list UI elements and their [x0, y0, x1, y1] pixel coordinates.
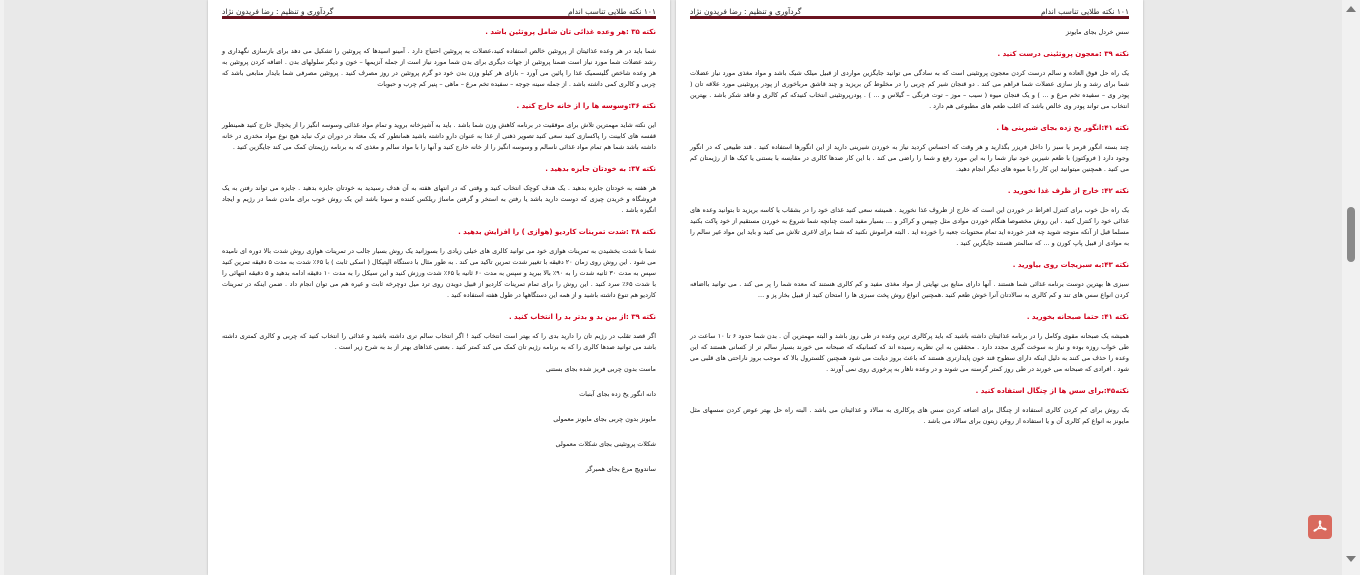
- list-item: ساندویچ مرغ بجای همبرگر: [585, 465, 656, 473]
- scroll-down-arrow-icon[interactable]: [1346, 556, 1356, 562]
- tip-heading: نکته ۳۹ :معجون پروتئینی درست کنید .: [997, 50, 1129, 58]
- tip-heading: نکته ۳۶:وسوسه ها را از خانه خارج کنید .: [516, 102, 656, 110]
- page-header: [222, 4, 656, 16]
- header-divider: [690, 16, 1129, 19]
- tip-heading: نکته ۳۸ :شدت تمرینات کاردیو (هوازی ) را افزایش بدهید .: [458, 228, 656, 236]
- page-content: [690, 27, 1129, 438]
- tip-heading: نکته ۴۳:به سبزیجات روی بیاورید .: [1012, 261, 1129, 269]
- page-content: [222, 27, 656, 489]
- tip-section: [690, 186, 1129, 249]
- tip-heading: نکته ۳۵ :هر وعده غذائی تان شامل پروتئین باشد .: [485, 28, 656, 36]
- tip-paragraph: یک روش برای کم کردن کالری استفاده از چنگال برای اضافه کردن سس های پرکالری به سالاد و غذائیتان می باشد . البته راه حل بهتر عوض کردن سسهای مثل مایونز به انواع کم کالری آن و یا استفاده از روغن زیتون برای سالاد می باشد .: [690, 406, 1129, 425]
- tip-section: [690, 123, 1129, 175]
- scrollbar-thumb[interactable]: [1347, 207, 1355, 262]
- document-page-right: [676, 0, 1143, 575]
- tip-heading: نکته ۴۱:انگور یخ زده بجای شیرینی ها .: [996, 124, 1129, 132]
- tip-paragraph: شما باید در هر وعده غذائیتان از پروتئین خالص استفاده کنید،عضلات به پروتئین احتیاج دارد . آمینو اسیدها که پروتئین را تشکیل می دهد برای بازسازی نگهداری و رشد عضلات شما مورد نیاز است ضمنا پروتئین از جهات دیگری برای بدن شما مورد نیاز است از جمله آنزیمها – خون و دیگر سلولهای بدن . اضافه کردن پروتئین به هر وعده شاخص گلیسمیک غذا را پائین می آورد – بازای هر کیلو وزن بدن خود دو گرم پروتئین در روز مصرف کنید . پروتئین مصرفی شما بایدار منابعی باشد که چربی و کالری کمی داشته باشد . از جمله سینه جوجه – سفیده تخم مرغ – ماهی – پنیر کم چرب و حبوبات: [222, 47, 656, 88]
- tip-heading: نکته۴۵:برای سس ها از چنگال استفاده کنید .: [975, 387, 1129, 395]
- tip-paragraph: همیشه یک صبحانه مقوی وکامل را در برنامه غذائیتان داشته باشید که باید پرکالری ترین وعده در طی روز باشد و البته مهمترین آن . بدن شما حدود ۶ تا ۱۰ ساعت در طی خواب روزه بوده و نیاز به سوخت گیری مجدد دارد . محققین به این نظریه رسیده اند که کسانیکه که صبحانه می خورند بسیار سالم تر از کسانی هستند که این وعده را حذف می کنند به دلیل اینکه دارای سطوح قند خون پایدارتری هستند که باعث بروز دیابت می شود همچنین کلسترول بالا که موجب بروز ناراحتی های قلبی می شود . افرادی که صبحانه می خورند در طی روز کمتر گرسنه می شوند و در وعده ناهار به پرخوری روی نمی آورند .: [690, 332, 1129, 373]
- header-book-title: ۱۰۱ نکته طلایی تناسب اندام: [567, 7, 656, 16]
- tip-section: [222, 27, 656, 90]
- tip-section: [690, 312, 1129, 375]
- tip-section: [222, 101, 656, 153]
- header-author: گردآوری و تنظیم : رضا فریدون نژاد: [690, 7, 802, 16]
- header-author: گردآوری و تنظیم : رضا فریدون نژاد: [222, 7, 334, 16]
- tip-paragraph: یک راه حل خوب برای کنترل افراط در خوردن این است که خارج از ظروف غذا نخورید . همیشه سعی کنید غذای خود را در بشقاب یا کاسه بریزید تا بتوانید وعده های غذائی خود را کنترل کنید . این روش مخصوصا هنگام خوردن موادی مثل چیپس و کراکر و … بسیار مفید است چنانچه شما شروع به خوردن مستقیم از خود پاکت بکنید مسلما قبل از آنکه متوجه شوید چه قدر خورده اید تمام محتویات جعبه را خورده اید . البته فراموش نکنید که شما برای لاغری تلاش می کنید و باید این مواد غیر سالم را به موادی از قبیل پاپ کورن و … که سالمتر هستند جایگزین کنید .: [690, 206, 1129, 247]
- list-item: سس خردل بجای مایونز: [1065, 28, 1129, 36]
- list-item: دانه انگور یخ زده بجای آبنبات: [579, 390, 656, 398]
- tip-paragraph: هر هفته به خودتان جایزه بدهید . یک هدف کوچک انتخاب کنید و وقتی که در انتهای هفته به آن هدف رسیدید به خودتان جایزه بدهید . جایزه می تواند رفتن به یک فروشگاه و خریدن چیزی که دوست دارید باشد یا رفتن به استخر و گرفتن ماساژ ریلکس کننده و سونا باشد این یک روش خوب برای ماندن شما در رژیم و ایجاد انگیزه باشد .: [222, 184, 656, 214]
- tip-section: [690, 260, 1129, 301]
- page-header: [690, 4, 1129, 16]
- tip-paragraph: اگر قصد تقلب در رژیم تان را دارید بدی را که بهتر است انتخاب کنید ! اگر انتخاب سالم تری داشته باشید و غذائی را انتخاب کنید که چربی و کالری کمتری داشته باشد می توانید صدها کالری را که به برنامه رژیم تان کمک می کند کمتر کنید . بعضی غذاهای بهتر از بد به شرح زیر است .: [222, 332, 656, 351]
- vertical-scrollbar[interactable]: [1343, 0, 1360, 575]
- tip-paragraph: چند بسته انگور قرمز یا سبز را داخل فریزر بگذارید و هر وقت که احساس کردید نیاز به خوردن شیرینی دارید از این انگورها استفاده کنید . قند طبیعی که در انگور وجود دارد ( فروکتوز) با طعم شیرین خود نیاز شما را به این مورد رفع و شما را راضی می کند . با این کار صدها کالری در مقایسه با بستنی یا کیک ها از رژیمتان کم می کنید . همچنین میتوانید این کار را با میوه های دیگر انجام دهید.: [690, 143, 1129, 173]
- tip-paragraph: سبزی ها بهترین دوست برنامه غذائی شما هستند . آنها دارای منابع بی نهایتی از مواد مغذی مفید و کم کالری هستند که معده شما را پر می کند . می توانید بااضافه کردن انواع سس های تند و کم کالری به سالادتان آنرا خوش طعم کنید .همچنین انواع روش پخت سبزی ها را امتحان کنید از قبیل بخار پز و …: [690, 280, 1129, 299]
- tip-paragraph: یک راه حل فوق العاده و سالم درست کردن معجون پروتئینی است که به سادگی می توانید جایگزین مواردی از قبیل میلک شیک باشد و مواد مغذی مورد نیاز عضلات شما برای رشد و باز سازی عضلات شما فراهم می کند . دو قنجان شیر کم چربی را در مخلوط کن بریزید و چند قاشق مرباخوری از پودر پروتئینی مورد علاقه تان ( پودر وی – سفیده تخم مرغ و … ) و یک فنجان میوه ( سیب – موز – توت فرنگی – گیلاس و … ) . پودرپروتئینی انتخاب کنیدکه کم کالری و فاقد شکر باشد . بهترین انتخاب می تواند پودر وی خالص باشد که اغلب طعم های مطبوعی هم دارد .: [690, 69, 1129, 110]
- tip-section: [690, 386, 1129, 427]
- header-book-title: ۱۰۱ نکته طلایی تناسب اندام: [1040, 7, 1129, 16]
- document-page-left: [208, 0, 670, 575]
- pdf-icon: [1312, 519, 1328, 535]
- tip-section: [222, 227, 656, 301]
- tip-heading: نکته ۴۲: خارج از ظرف غذا نخورید .: [1007, 187, 1129, 195]
- pdf-download-button[interactable]: [1308, 515, 1332, 539]
- header-divider: [222, 16, 656, 19]
- tip-heading: نکته ۴۱: حتما صبحانه بخورید .: [1026, 313, 1129, 321]
- tip-section: [690, 49, 1129, 112]
- tip-paragraph: این نکته شاید مهمترین تلاش برای موفقیت در برنامه کاهش وزن شما باشد . باید به آشپزخانه بروید و تمام مواد غذائی وسوسه انگیز را از یخچال خارج کنید همینطور قفسه های کابینت را پاکسازی کنید سعی کنید تصویر ذهنی از غذا به عنوان دارو داشته باشید همانطور که یک معتاد در دوران ترک نباید هیچ نوع مواد مخدری در خانه داشته باشد شما هم تمام مواد غذائی ناسالم و وسوسه انگیز را از خانه خارج کنید و آنها را با مواد سالم و مغذی که به برنامه رژیمتان کمک می کند جایگزین کنید .: [222, 121, 656, 151]
- scroll-up-arrow-icon[interactable]: [1346, 6, 1356, 12]
- tip-section: [222, 312, 656, 353]
- pdf-viewer: [4, 0, 1342, 575]
- list-item: مایونز بدون چربی بجای مایونز معمولی: [553, 415, 656, 423]
- tip-section: [222, 164, 656, 216]
- list-item: ماست بدون چربی فریز شده بجای بستنی: [545, 365, 656, 373]
- list-item: شکلات پروتئینی بجای شکلات معمولی: [555, 440, 656, 448]
- tip-heading: نکته ۳۹ :از بین بد و بدتر بد را انتخاب کنید .: [508, 313, 656, 321]
- tip-paragraph: شما با شدت بخشیدن به تمرینات هوازی خود می توانید کالری های خیلی زیادی را بسوزانید یک روش بسیار جالب در تمرینات هوازی روش شدت بالا دوره ای نامیده می شود . این روش روی زمان ۲۰ دقیقه با تغییر شدت تمرین تاکید می کند . به طور مثال با دستگاه الپتیکال ( اسکی ثابت ) با ۶۵٪ شدت به مدت ۵ دقیقه تمرین کنید سپس به مدت ۳۰ ثانیه شدت را به ۹۰٪ بالا ببرید و سپس به مدت ۶۰ ثانیه با ۶۵٪ شدت ورزش کنید و این سیکل را به مدت ۱۰ دقیقه ادامه بدهید و ۵ دقیقه انتهائی را با شدت ۶۵٪ سرد کنید . این روش را برای تمام تمرینات کاردیو از قبیل دویدن روی ترد میل دوچرخه ثابت و غیره هم می توان انجام داد . ضمن اینکه در تمرینات کاردیو هم تنوع داشته باشید و از همه این دستگاهها در طول هفته استفاده کنید .: [222, 247, 657, 299]
- tip-heading: نکته ۳۷: به خودتان جایزه بدهید .: [545, 165, 656, 173]
